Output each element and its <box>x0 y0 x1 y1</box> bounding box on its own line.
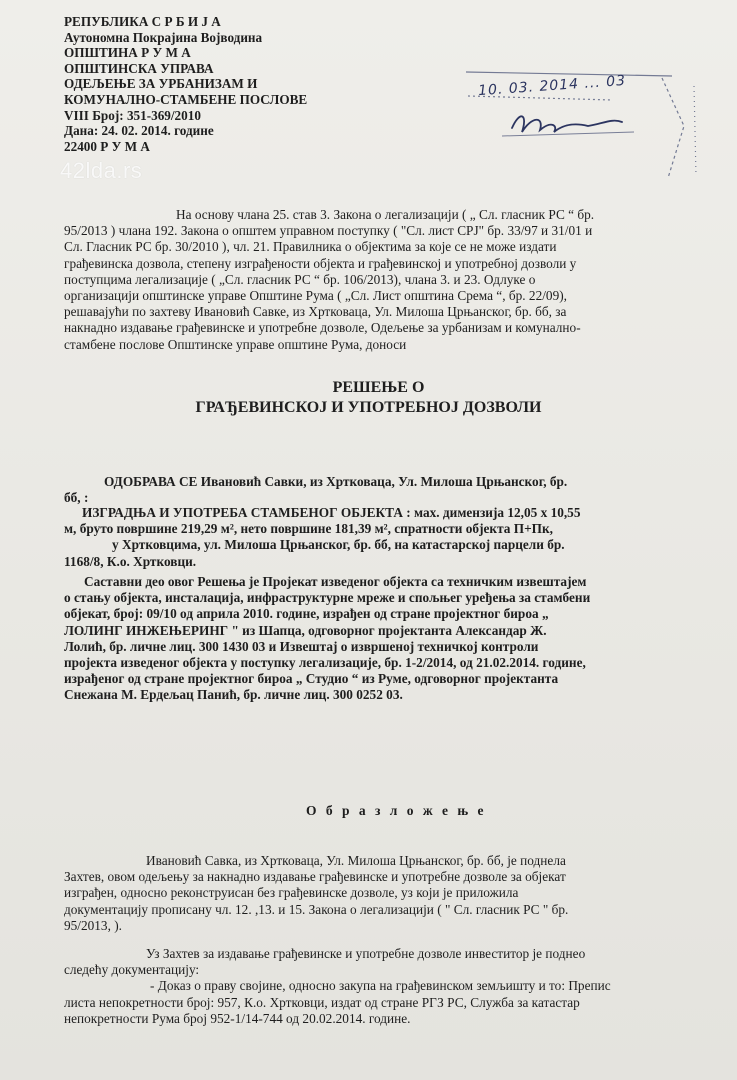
construction-line: у Хртковцима, ул. Милоша Црњанског, бр. бб, на катастарској парцели бр. <box>112 537 565 553</box>
signature-mark <box>512 116 622 132</box>
decision-title <box>0 378 737 418</box>
component-line: Лолић, бр. личне лиц. 300 1430 03 и Извештај о извршеној техничкој контроли <box>64 638 539 654</box>
explanation-heading: О б р а з л о ж е њ е <box>306 803 487 818</box>
construction-line: 1168/8, К.о. Хртковци. <box>64 553 197 569</box>
component-line: пројекта изведеног објекта у поступку легализације, бр. 1-2/2014, од 21.02.2014. године, <box>64 655 586 671</box>
stamp-date: 10. 03. 2014 ... 03 <box>477 72 627 100</box>
component-paragraph <box>64 574 704 704</box>
letterhead-line: ОПШТИНА Р У М А <box>64 45 191 61</box>
component-line: објекат, број: 09/10 од априла 2010. године, израђен од стране пројектног бироа „ <box>64 606 549 622</box>
explanation-line: документацију прописану чл. 12. ,13. и 15. Закона о легализацији ( " Сл. гласник РС " бр. <box>64 901 569 917</box>
intro-line: поступцима легализације ( „Сл. гласник РС “ бр. 106/2013), члана 3. и 23. Одлуке о <box>64 271 536 287</box>
explanation-line: Уз Захтев за издавање грађевинске и употребне дозволе инвеститор је поднео <box>146 946 586 961</box>
intro-paragraph <box>64 207 689 353</box>
construction-line: ИЗГРАДЊА И УПОТРЕБА СТАМБЕНОГ ОБЈЕКТА : мах. димензија 12,05 х 10,55 <box>82 505 581 520</box>
component-line: израђеног од стране пројектног бироа „ Студио “ из Руме, одговорног пројектанта <box>64 671 559 687</box>
approval-line: бб, : <box>64 490 89 506</box>
intro-line: решавајући по захтеву Ивановић Савке, из Хртковаца, Ул. Милоша Црњанског, бр. бб, за <box>64 304 567 320</box>
explanation-line: 95/2013, ). <box>64 917 122 933</box>
intro-line: грађевинска дозвола, степену изграђености објекта и грађевинској и употребној дозволи у <box>64 255 577 271</box>
letterhead-line: VIII Број: 351-369/2010 <box>64 107 201 123</box>
explanation-paragraph-1 <box>64 853 694 934</box>
intro-line: организацији општинске управе Општине Рума ( „Сл. Лист општина Срема “, бр. 22/09), <box>64 288 567 304</box>
approval-paragraph <box>64 474 694 506</box>
letterhead-line: ОПШТИНСКА УПРАВА <box>64 60 214 76</box>
explanation-line: - Доказ о праву својине, односно закупа на грађевинском земљишту и то: Препис <box>150 978 611 994</box>
explanation-line: листа непокретности број: 957, К.о. Хртковци, издат од стране РГЗ РС, Служба за катастар <box>64 994 580 1010</box>
watermark: 42lda.rs <box>60 158 143 183</box>
intro-line: накнадно издавање грађевинске и употребне дозволе, Одељење за урбанизам и комунално- <box>64 320 581 336</box>
letterhead <box>64 14 404 154</box>
letterhead-line: РЕПУБЛИКА С Р Б И Ј А <box>64 14 221 29</box>
component-line: Снежана М. Ердељац Панић, бр. личне лиц. 300 0252 03. <box>64 687 403 703</box>
letterhead-line: ОДЕЉЕЊЕ ЗА УРБАНИЗАМ И <box>64 76 258 92</box>
explanation-line: изграђен, односно реконструисан без грађевинске дозволе, уз који је приложила <box>64 885 519 901</box>
decision-title-line1: РЕШЕЊЕ О <box>332 379 425 396</box>
letterhead-line: Аутономна Покрајина Војводина <box>64 29 263 45</box>
construction-line: м, бруто површине 219,29 м², нето површине 181,39 м², спратности објекта П+Пк, <box>64 521 553 537</box>
intro-line: На основу члана 25. став 3. Закона о легализацији ( „ Сл. гласник РС “ бр. <box>176 207 595 222</box>
component-line: ЛОЛИНГ ИНЖЕЊЕРИНГ " из Шапца, одговорног пројектанта Александар Ж. <box>64 622 547 638</box>
letterhead-line: 22400 Р У М А <box>64 138 150 154</box>
explanation-line: следећу документацију: <box>64 962 200 978</box>
decision-title-line2: ГРАЂЕВИНСКОЈ И УПОТРЕБНОЈ ДОЗВОЛИ <box>195 399 542 416</box>
approval-line: ОДОБРАВА СЕ Ивановић Савки, из Хртковаца, Ул. Милоша Црњанског, бр. <box>104 474 568 489</box>
explanation-line: непокретности Рума број 952-1/14-744 од 20.02.2014. године. <box>64 1010 411 1026</box>
intro-line: Сл. Гласник РС бр. 30/2010 ), чл. 21. Правилника о објектима за које се не може издати <box>64 239 557 255</box>
intro-line: стамбене послове Општинске управе општине Рума, доноси <box>64 336 407 352</box>
intro-line: 95/2013 ) члана 192. Закона о општем управном поступку ( "Сл. лист СРЈ" бр. 33/97 и 31/01 и <box>64 223 593 239</box>
letterhead-line: КОМУНАЛНО-СТАМБЕНЕ ПОСЛОВЕ <box>64 91 308 107</box>
component-line: Саставни део овог Решења је Пројекат изведеног објекта са техничким извештајем <box>84 574 587 589</box>
explanation-line: Ивановић Савка, из Хртковаца, Ул. Милоша Црњанског, бр. бб, је поднела <box>146 853 566 868</box>
letterhead-line: Дана: 24. 02. 2014. године <box>64 123 214 139</box>
explanation-paragraph-2 <box>64 946 694 1027</box>
explanation-line: Захтев, овом одељењу за накнадно издавање грађевинске и употребне дозволе за објекат <box>64 869 566 885</box>
component-line: о стању објекта, инсталација, инфраструктурне мреже и спољњег уређења за стамбени <box>64 590 591 606</box>
construction-paragraph <box>64 505 694 570</box>
